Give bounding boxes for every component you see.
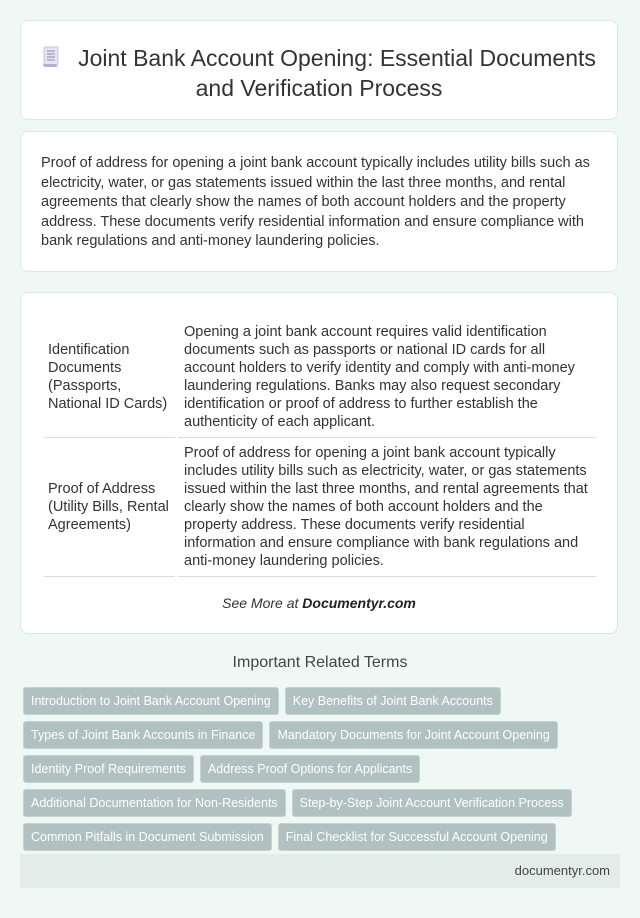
documents-table-card xyxy=(20,292,618,634)
related-term-tag[interactable]: Final Checklist for Successful Account Opening xyxy=(278,823,556,851)
see-more-site[interactable]: Documentyr.com xyxy=(302,595,416,611)
related-term-tag[interactable]: Address Proof Options for Applicants xyxy=(200,755,420,783)
header-card xyxy=(20,20,618,120)
related-term-tag[interactable]: Introduction to Joint Bank Account Opening xyxy=(23,687,279,715)
related-term-tag[interactable]: Additional Documentation for Non-Residents xyxy=(23,789,286,817)
related-term-tag[interactable]: Mandatory Documents for Joint Account Opening xyxy=(269,721,557,749)
related-terms-title: Important Related Terms xyxy=(232,654,408,671)
footer-site-link[interactable]: documentyr.com xyxy=(514,863,610,878)
related-terms-list xyxy=(23,687,603,851)
table-row xyxy=(44,317,596,438)
page-title xyxy=(21,21,617,103)
related-term-tag[interactable]: Step-by-Step Joint Account Verification Process xyxy=(292,789,572,817)
document-icon xyxy=(42,46,60,68)
summary-card xyxy=(20,131,618,272)
documents-table xyxy=(41,317,599,577)
row-description: Proof of address for opening a joint bank account typically includes utility bills such as electricity, water, or gas statements issued within the last three months, and rental agreements that clearly show the names of both account holders and the property address. These documents verify residential information and ensure compliance with bank regulations and anti-money laundering policies. xyxy=(178,438,596,577)
footer xyxy=(20,854,620,888)
related-term-tag[interactable]: Identity Proof Requirements xyxy=(23,755,194,783)
page-title-text: Joint Bank Account Opening: Essential Documents and Verification Process xyxy=(78,45,596,101)
see-more-link[interactable] xyxy=(21,595,617,611)
summary-text: Proof of address for opening a joint bank account typically includes utility bills such as electricity, water, or gas statements issued within the last three months, and rental agreements that clearly show the names of both account holders and the property address. These documents verify residential information and ensure compliance with bank regulations and anti-money laundering policies. xyxy=(41,155,590,249)
row-label: Proof of Address (Utility Bills, Rental Agreements) xyxy=(44,438,175,577)
row-label: Identification Documents (Passports, National ID Cards) xyxy=(44,317,175,438)
row-description: Opening a joint bank account requires valid identification documents such as passports or national ID cards for all account holders to verify identity and comply with anti-money laundering regulations. Banks may also request secondary identification or proof of address to further establish the authenticity of each applicant. xyxy=(178,317,596,438)
related-term-tag[interactable]: Common Pitfalls in Document Submission xyxy=(23,823,272,851)
related-term-tag[interactable]: Key Benefits of Joint Bank Accounts xyxy=(285,687,501,715)
see-more-prefix: See More at xyxy=(222,595,303,611)
related-term-tag[interactable]: Types of Joint Bank Accounts in Finance xyxy=(23,721,263,749)
table-row xyxy=(44,438,596,577)
